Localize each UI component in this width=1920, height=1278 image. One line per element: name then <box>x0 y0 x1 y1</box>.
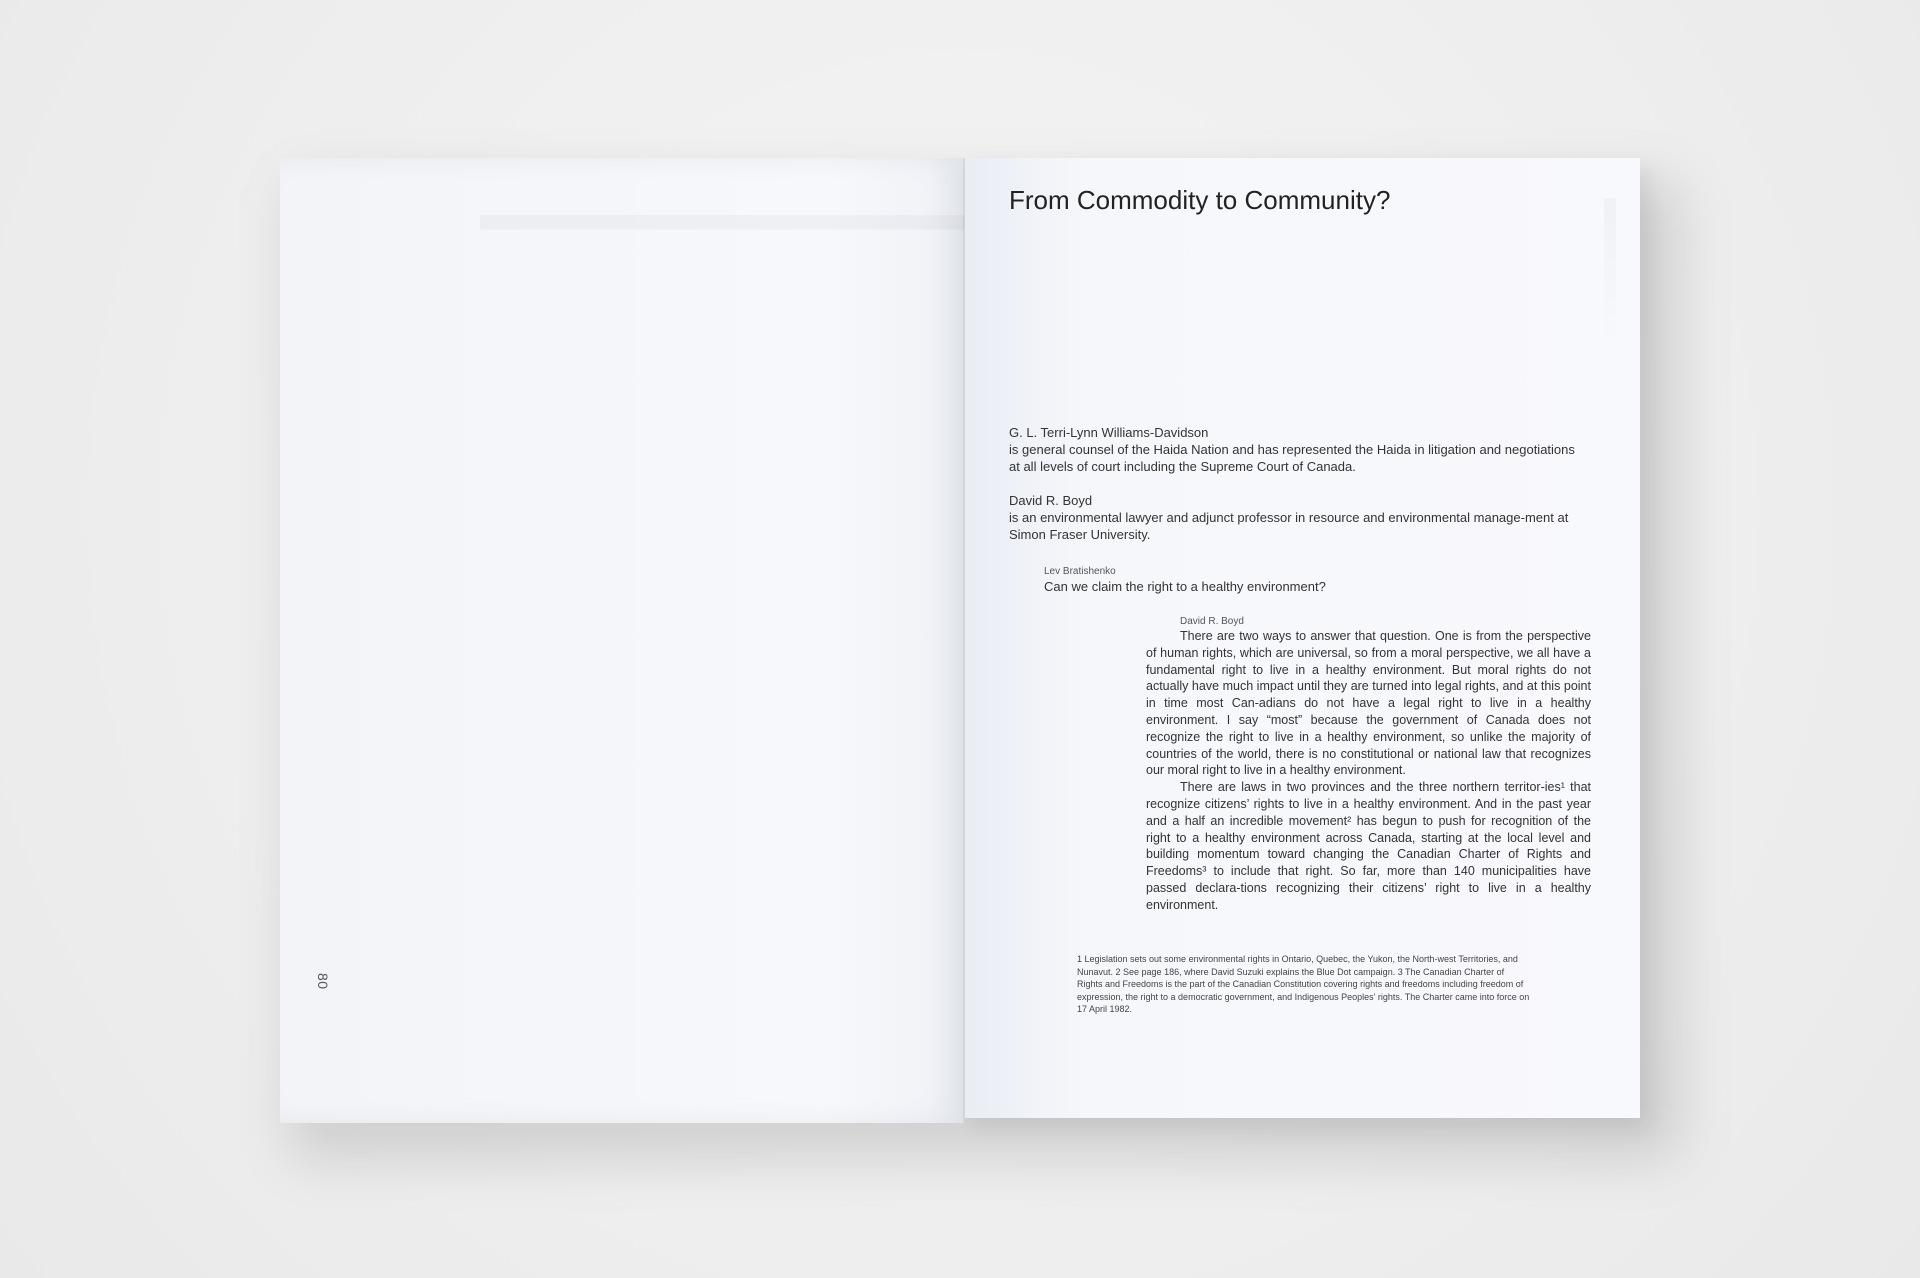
answer-paragraph: There are two ways to answer that question. One is from the perspective of human rights, which are universal, so from a moral perspective, we all have a fundamental right to live in a healthy environment. But moral rights do not actually have much impact until they are turned into legal rights, and at this point in time most Can-adians do not have a legal right to live in a healthy environment. I say “most” because the government of Canada does not recognize the right to live in a healthy environment, so unlike the majority of countries of the world, there is no constitutional or national law that recognizes our moral right to live in a healthy environment. <box>1146 629 1591 778</box>
answer-paragraph: There are laws in two provinces and the three northern territor-ies¹ that recognize citizens’ rights to live in a healthy environment. And in the past year and a half an incredible movement² has begun to push for recognition of the right to a healthy environment across Canada, starting at the local level and building momentum toward changing the Canadian Charter of Rights and Freedoms³ to include that right. So far, more than 140 municipalities have passed declara-tions recognizing their citizens’ right to live in a healthy environment. <box>1146 780 1591 912</box>
left-page <box>280 158 965 1123</box>
page-number: 80 <box>315 973 331 990</box>
page-title: From Commodity to Community? <box>1009 185 1391 215</box>
answer-speaker: David R. Boyd <box>1180 616 1244 627</box>
footnotes: 1 Legislation sets out some environmental rights in Ontario, Quebec, the Yukon, the North-west Territories, and Nunavut. 2 See page 186, where David Suzuki explains the Blue Dot campaign. 3 The Canadian Charter of Rights and Freedoms is the part of the Canadian Constitution covering rights and freedoms including freedom of expression, the right to a democratic government, and Indigenous Peoples’ rights. The Charter came into force on 17 April 1982. <box>1077 954 1530 1015</box>
bio-boyd <box>1009 492 1589 543</box>
bio-name: G. L. Terri-Lynn Williams-Davidson <box>1009 425 1209 440</box>
bio-description: is general counsel of the Haida Nation and has represented the Haida in litigation and negotiations at all levels of court including the Supreme Court of Canada. <box>1009 442 1575 474</box>
bio-williams-davidson <box>1009 424 1589 475</box>
show-through-text-left <box>480 198 900 246</box>
answer-text <box>1146 628 1591 914</box>
question-text: Can we claim the right to a healthy environment? <box>1044 579 1326 594</box>
bio-description: is an environmental lawyer and adjunct professor in resource and environmental manage-ment at Simon Fraser University. <box>1009 510 1569 542</box>
question-speaker: Lev Bratishenko <box>1044 566 1116 577</box>
bio-name: David R. Boyd <box>1009 493 1093 508</box>
show-through-vertical-text <box>1604 198 1616 348</box>
right-page <box>965 158 1640 1118</box>
